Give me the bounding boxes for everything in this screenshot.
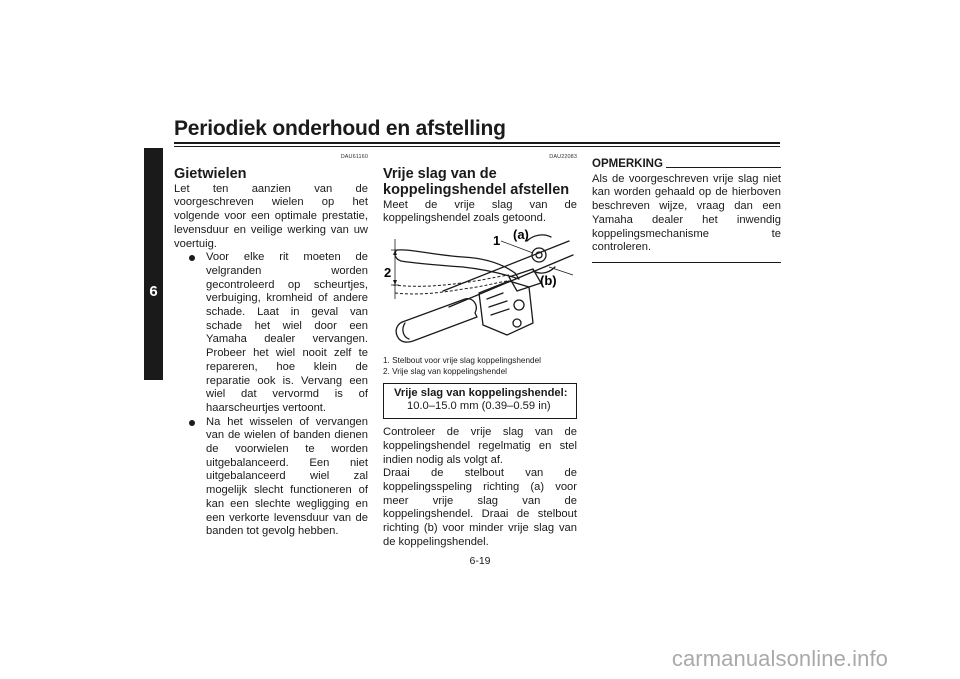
wheels-bullet-list <box>174 251 368 539</box>
page-title: Periodiek onderhoud en afstelling <box>174 117 506 140</box>
bullet-icon <box>189 255 195 261</box>
caption-item: 2. Vrije slag van koppelingshendel <box>383 367 507 377</box>
chapter-number: 6 <box>149 283 158 300</box>
bullet-text: Voor elke rit moeten de velgranden worden gecontroleerd op scheurtjes, verbuiging, kromheid of andere schade. Laat in geval van schade het wiel door een Yamaha dealer vervangen. Probeer het wiel nooit zelf te repareren, hoe klein de reparatie ook is. Vervang een wiel dat vervormd is of haarscheurtjes vertoont. <box>206 251 368 414</box>
figure-label-b: (b) <box>540 273 557 289</box>
spec-label: Vrije slag van koppelingshendel: <box>394 386 568 399</box>
reference-code: DAU22083 <box>549 154 577 160</box>
chapter-tab <box>144 148 163 380</box>
column-clutch <box>383 151 577 549</box>
clutch-body-1: Controleer de vrije slag van de koppelingshendel regelmatig en stel indien nodig als volgt af. <box>383 426 577 466</box>
caption-item: 1. Stelbout voor vrije slag koppelingshendel <box>383 356 541 366</box>
switch-housing <box>479 281 533 335</box>
note-text: Als de voorgeschreven vrije slag niet kan worden gehaald op de hierboven beschreven wijze, vraag dan een Yamaha dealer het inwendig koppelingsmechanisme te controleren. <box>592 172 781 254</box>
section-heading-clutch: Vrije slag van de koppelingshendel afstellen <box>383 165 570 198</box>
page-number: 6-19 <box>469 555 491 567</box>
figure-label-2: 2 <box>384 265 392 281</box>
figure-captions <box>383 355 577 378</box>
header-rule <box>174 142 780 144</box>
section-heading-wheels: Gietwielen <box>174 165 247 182</box>
figure-label-1: 1 <box>493 233 501 249</box>
list-item <box>174 416 368 539</box>
watermark: carmanualsonline.info <box>671 646 888 671</box>
clutch-body-2: Draai de stelbout van de koppelingsspeling richting (a) voor meer vrije slag van de koppelingshendel. Draai de stelbout richting (b) voor minder vrije slag van de koppelingshendel. <box>383 467 577 548</box>
note-heading <box>592 158 781 172</box>
column-note <box>592 158 781 263</box>
reference-code: DAU61160 <box>340 154 368 160</box>
note-rule-top <box>666 167 781 168</box>
wheels-intro: Let ten aanzien van de voorgeschreven wielen op het volgende voor een optimale prestatie, levensduur en veilige werking van uw voertuig. <box>174 182 368 250</box>
lever-dashed-outline <box>393 275 509 286</box>
figure-label-a: (a) <box>513 227 529 243</box>
bullet-icon <box>189 420 195 426</box>
list-item <box>174 251 368 415</box>
bullet-text: Na het wisselen of vervangen van de wielen of banden dienen de voorwielen te worden uitgebalanceerd. Een niet uitgebalanceerd wiel zal mogelijk slecht functioneren of kan een slechte wegligging en een verkorte levensduur van de banden tot gevolg hebben. <box>206 415 368 538</box>
spec-box <box>383 383 577 419</box>
header-rule-thin <box>174 146 780 147</box>
clutch-lever-illustration <box>383 227 577 353</box>
grip-outline <box>396 299 477 342</box>
note-title: OPMERKING <box>592 158 663 170</box>
clutch-intro: Meet de vrije slag van de koppelingshendel zoals getoond. <box>383 198 577 225</box>
spec-value: 10.0–15.0 mm (0.39–0.59 in) <box>407 400 551 413</box>
note-rule-bottom <box>592 262 781 263</box>
clutch-lever <box>395 250 519 279</box>
column-wheels <box>174 151 368 539</box>
